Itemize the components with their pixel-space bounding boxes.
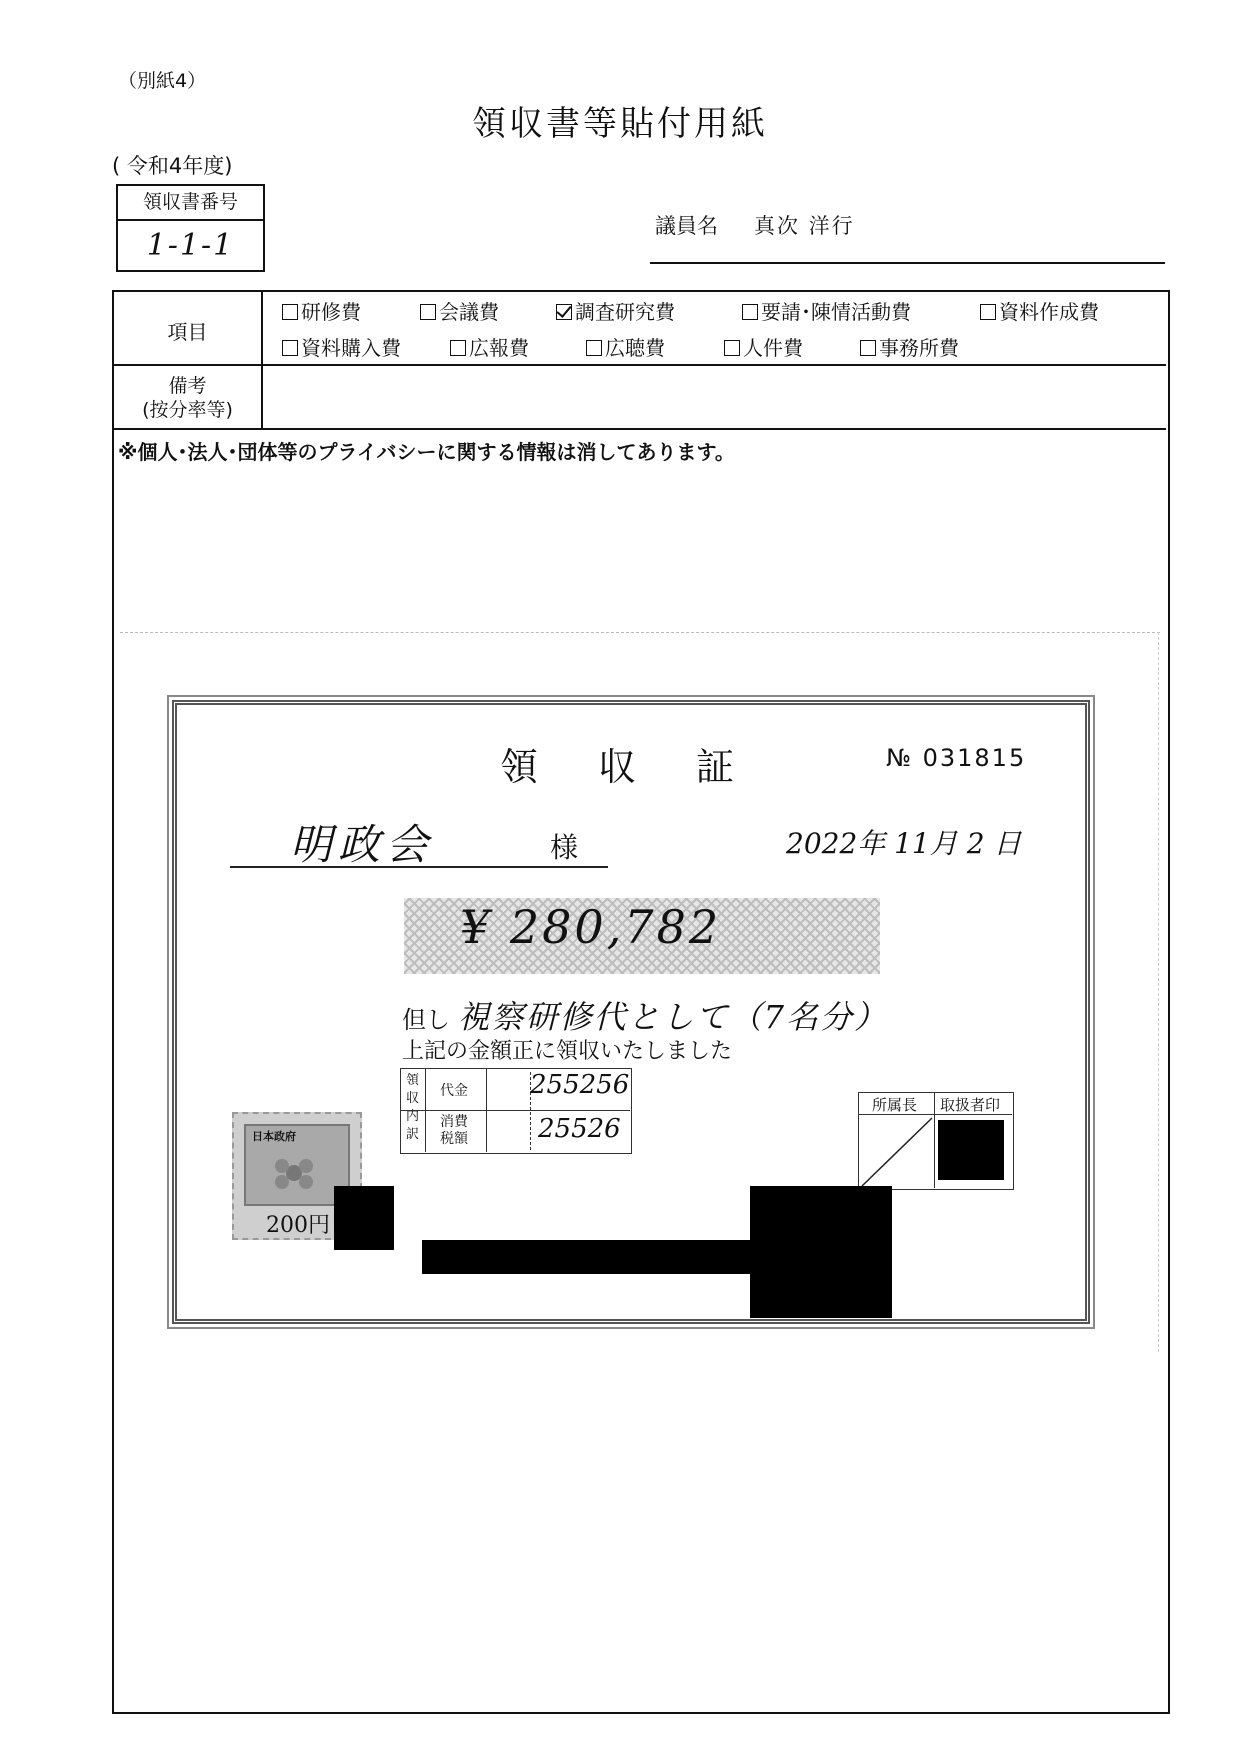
fiscal-year: ( 令和4年度) (112, 154, 233, 178)
checked-checkbox-icon (556, 304, 572, 320)
checkbox-icon (860, 340, 876, 356)
pasted-edge-top (120, 632, 1160, 633)
note-row (112, 364, 1166, 430)
breakdown-tax-label: 消費税額 (440, 1114, 468, 1147)
purpose-prefix: 但し (402, 1006, 450, 1034)
redaction-bar (422, 1240, 752, 1274)
category-shiryou-sakusei[interactable] (980, 296, 1099, 325)
pasted-edge-right (1158, 632, 1159, 1352)
checkbox-icon (282, 304, 298, 320)
checkbox-icon (450, 340, 466, 356)
receipt-title: 領収証 (500, 745, 795, 789)
category-kenshu[interactable] (282, 296, 361, 325)
page-title: 領収書等貼付用紙 (472, 104, 768, 144)
category-label: 要請･陳情活動費 (761, 300, 911, 324)
revenue-stamp-value: 200円 (266, 1213, 330, 1238)
note-label-line-2: (按分率等) (142, 399, 233, 421)
receipt-purpose (402, 992, 888, 1038)
checkbox-icon (586, 340, 602, 356)
checkbox-icon (724, 340, 740, 356)
category-label: 資料購入費 (301, 336, 401, 360)
breakdown-price-value: 255256 (530, 1070, 630, 1100)
redaction-block (750, 1186, 892, 1318)
receipt-recipient: 明政会 (290, 820, 435, 869)
category-label: 会議費 (439, 300, 499, 324)
receipt-honorific: 様 (550, 831, 579, 864)
category-shiryou-kounyu[interactable] (282, 332, 401, 361)
category-label: 資料作成費 (999, 300, 1099, 324)
dept-head-slash (860, 1116, 934, 1188)
category-label: 人件費 (743, 336, 803, 360)
receipt-date: 2022年 11月 2 日 (786, 827, 1022, 860)
member-underline (650, 262, 1165, 264)
privacy-note: ※個人･法人･団体等のプライバシーに関する情報は消してあります。 (118, 440, 735, 464)
note-label (114, 374, 261, 422)
breakdown-tax-value: 25526 (538, 1114, 621, 1144)
checkbox-icon (980, 304, 996, 320)
receipt-amount: ¥ 280,782 (460, 900, 722, 954)
category-label: 広報費 (469, 336, 529, 360)
member-field (655, 210, 855, 240)
purpose-text: 視察研修代として（7名分） (457, 998, 889, 1036)
category-label: 事務所費 (879, 336, 959, 360)
attachment-label: （別紙4） (118, 70, 207, 92)
category-jinken[interactable] (724, 332, 803, 361)
category-jimusho[interactable] (860, 332, 959, 361)
member-name: 真次 洋行 (754, 214, 855, 238)
category-yousei[interactable] (742, 296, 911, 325)
flower-icon (264, 1148, 324, 1198)
redaction-block (938, 1120, 1004, 1180)
checkbox-icon (420, 304, 436, 320)
category-label: 研修費 (301, 300, 361, 324)
label-divider (261, 290, 263, 428)
breakdown-price-label: 代金 (440, 1083, 468, 1099)
category-kouhou[interactable] (450, 332, 529, 361)
breakdown-label: 領収内訳 (400, 1068, 426, 1152)
category-kouchou[interactable] (586, 332, 665, 361)
category-label: 調査研究費 (575, 300, 675, 324)
item-label: 項目 (167, 320, 208, 344)
receipt-number-value: 1-1-1 (146, 228, 235, 263)
category-chousa[interactable] (556, 296, 675, 325)
receipt-number-label: 領収書番号 (118, 186, 263, 221)
dept-head-label: 所属長 (872, 1096, 918, 1114)
member-label: 議員名 (655, 214, 718, 238)
category-kaigi[interactable] (420, 296, 499, 325)
receipt-confirmation: 上記の金額正に領収いたしました (402, 1039, 733, 1064)
receipt-serial-number: № 031815 (886, 744, 1027, 772)
redaction-block (334, 1186, 394, 1250)
checkbox-icon (282, 340, 298, 356)
stamp-column-divider (934, 1092, 935, 1188)
handler-seal-label: 取扱者印 (940, 1096, 1001, 1114)
category-label: 広聴費 (605, 336, 665, 360)
receipt-number-box (116, 184, 265, 272)
recipient-underline (230, 866, 608, 868)
revenue-stamp-text: 日本政府 (252, 1130, 296, 1143)
note-label-line-1: 備考 (168, 375, 207, 397)
checkbox-icon (742, 304, 758, 320)
